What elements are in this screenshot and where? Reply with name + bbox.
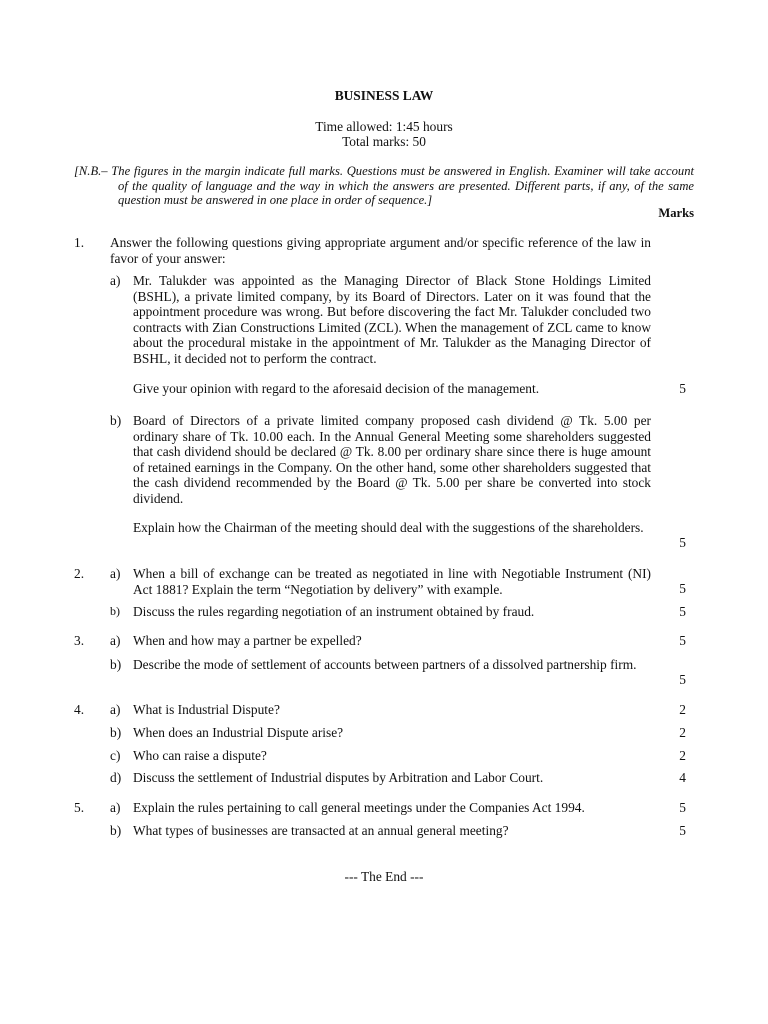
part-marks: 5: [679, 823, 686, 838]
part-text: Discuss the settlement of Industrial disputes by Arbitration and Labor Court.: [133, 770, 544, 785]
part-label: a): [110, 702, 121, 717]
part-marks: 2: [679, 748, 686, 763]
part-marks: 5: [679, 381, 686, 396]
part-text: Who can raise a dispute?: [133, 748, 267, 763]
part-label: b): [110, 657, 122, 672]
part-label: a): [110, 566, 121, 581]
question-number: 3.: [74, 633, 85, 648]
part-marks: 5: [679, 535, 686, 550]
question-number: 5.: [74, 800, 85, 815]
question-text: Answer the following questions giving appropriate argument and/or specific reference of the law in favor of your answer:: [110, 235, 651, 266]
end-marker: --- The End ---: [344, 869, 424, 884]
part-text: Board of Directors of a private limited company proposed cash dividend @ Tk. 5.00 per ordinary share of Tk. 10.00 each. In the Annual General Meeting some shareholders suggested that cash dividend should be declared @ Tk. 8.00 per ordinary share since there is huge amount of retained earnings in the Company. On the other hand, some other shareholders suggested that the cash dividend recommended by the Board @ Tk. 5.00 per share be converted into stock dividend.: [133, 413, 651, 506]
part-marks: 5: [679, 672, 686, 687]
part-prompt: Give your opinion with regard to the aforesaid decision of the management.: [133, 381, 540, 396]
question-number: 4.: [74, 702, 85, 717]
part-label: b): [110, 725, 122, 740]
part-text: Describe the mode of settlement of accounts between partners of a dissolved partnership firm.: [133, 657, 637, 672]
part-marks: 2: [679, 725, 686, 740]
part-text: When does an Industrial Dispute arise?: [133, 725, 344, 740]
marks-column-header: Marks: [658, 206, 694, 220]
part-label: d): [110, 770, 122, 785]
part-marks: 5: [679, 800, 686, 815]
part-text: Explain the rules pertaining to call general meetings under the Companies Act 1994.: [133, 800, 585, 815]
part-label: a): [110, 633, 121, 648]
part-label: a): [110, 273, 121, 288]
part-label: b): [110, 823, 122, 838]
part-text: What is Industrial Dispute?: [133, 702, 280, 717]
part-marks: 5: [679, 633, 686, 648]
part-text: When a bill of exchange can be treated as negotiated in line with Negotiable Instrument (NI) Act 1881? Explain the term “Negotiation by delivery” with example.: [133, 566, 651, 597]
part-label: b): [110, 413, 122, 428]
part-marks: 2: [679, 702, 686, 717]
part-text: When and how may a partner be expelled?: [133, 633, 362, 648]
part-marks: 5: [679, 604, 686, 619]
question-number: 2.: [74, 566, 85, 581]
part-marks: 4: [679, 770, 686, 785]
page-title: BUSINESS LAW: [334, 88, 434, 103]
part-label: c): [110, 748, 121, 763]
question-number: 1.: [74, 235, 85, 250]
part-text: Mr. Talukder was appointed as the Managing Director of Black Stone Holdings Limited (BSHL), a private limited company, by its Board of Directors. Later on it was found that the appointment procedure was wrong. But before discovering the fact Mr. Talukder concluded two contracts with Zian Constructions Limited (ZCL). When the management of ZCL came to know about the procedural mistake in the appointment of Mr. Talukder as the Managing Director of BSHL, it decided not to perform the contract.: [133, 273, 651, 366]
part-text: What types of businesses are transacted at an annual general meeting?: [133, 823, 509, 838]
part-prompt: Explain how the Chairman of the meeting should deal with the suggestions of the shareholders.: [133, 520, 644, 535]
part-label: a): [110, 800, 121, 815]
part-text: Discuss the rules regarding negotiation of an instrument obtained by fraud.: [133, 604, 535, 619]
total-marks: Total marks: 50: [342, 134, 426, 149]
part-label: b): [110, 604, 120, 618]
part-marks: 5: [679, 581, 686, 596]
instructions-note: [N.B.– The figures in the margin indicate full marks. Questions must be answered in English. Examiner will take account of the quality of language and the way in which the answers are presented. Different parts, if any, of the same question must be answered in one place in order of sequence.]: [74, 164, 694, 207]
time-allowed: Time allowed: 1:45 hours: [315, 119, 453, 134]
